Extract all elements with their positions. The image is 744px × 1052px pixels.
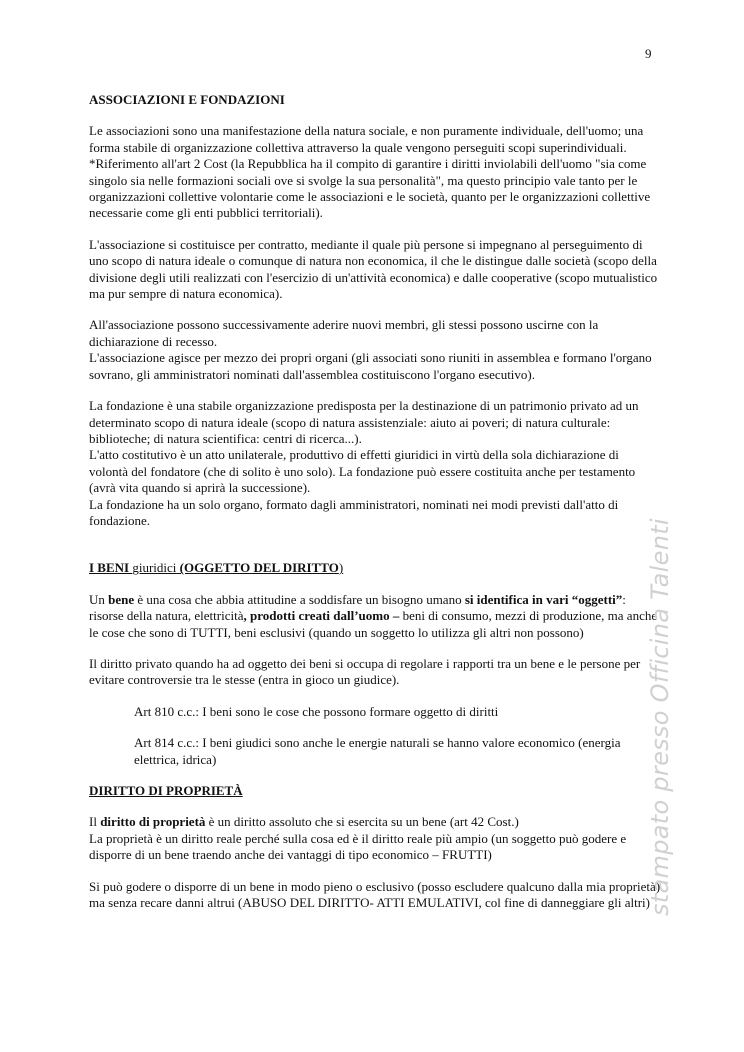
paragraph: L'associazione si costituisce per contratto, mediante il quale più persone si impegnano al perseguimento di uno scopo di natura ideale o comunque di natura non economica, il che le distingue dalle società (scopo della divisione degli utili realizzati con l'esercizio di un'attività economica) e dalle cooperative (scopo mutualistico ma pur sempre di natura economica). [89, 236, 658, 302]
article-810: Art 810 c.c.: I beni sono le cose che possono formare oggetto di diritti [134, 703, 499, 719]
title-part: (OGGETTO DEL DIRITTO [176, 560, 339, 576]
title-part: giuridici [132, 560, 177, 576]
section-title-associazioni: ASSOCIAZIONI E FONDAZIONI [89, 92, 285, 107]
text-run: Il [89, 814, 101, 830]
text-run: Un [89, 591, 109, 607]
paragraph: Si può godere o disporre di un bene in modo pieno o esclusivo (posso escludere qualcuno dalla mia proprietà) ma senza recare danni altrui (ABUSO DEL DIRITTO- ATTI EMULATIVI, col fine di danneggiare gli altri) [89, 878, 661, 911]
paragraph: Il diritto privato quando ha ad oggetto dei beni si occupa di regolare i rapporti tra un bene e le persone per evitare controversie tra le stesse (entra in gioco un giudice). [89, 655, 641, 688]
paragraph [89, 814, 661, 830]
printer-watermark: stampato presso Officina Talenti [646, 518, 674, 916]
paragraph: L'atto costitutivo è un atto unilaterale, produttivo di effetti giuridici in virtù della sola dichiarazione di volontà del fondatore (che di solito è uno solo). La fondazione può essere costituita anche per testamento (avrà vita quando si aprirà la successione). [89, 447, 636, 496]
paragraph: L'associazione agisce per mezzo dei propri organi (gli associati sono riuniti in assemblea e formano l'organo sovrano, gli amministratori nominati dall'assemblea costituiscono l'organo esecutivo). [89, 350, 652, 382]
paragraph: La fondazione è una stabile organizzazione predisposta per la destinazione di un patrimonio privato ad un determinato scopo di natura ideale (scopo di natura assistenziale: aiuto ai poveri; di natura culturale: biblioteche; di natura scientifica: centri di ricerca...). [89, 398, 639, 446]
paragraph: La fondazione ha un solo organo, formato dagli amministratori, nominati nei modi previsti dall'atto di fondazione. [89, 496, 619, 528]
text-run: è una cosa che abbia attitudine a soddisfare un bisogno umano [134, 591, 465, 607]
title-part: ) [338, 560, 344, 576]
text-run: : risorse della natura, elettricità [89, 591, 626, 624]
document-body [89, 92, 661, 926]
paragraph: La proprietà è un diritto reale perché sulla cosa ed è il diritto reale più ampio (un soggetto può godere e disporre di un bene traendo anche dei vantaggi di tipo economico – FRUTTI) [89, 830, 627, 863]
bold-run: si identifica in vari “oggetti” [464, 591, 623, 607]
paragraph: Le associazioni sono una manifestazione della natura sociale, e non puramente individuale, dell'uomo; una forma stabile di organizzazione collettiva attraverso la quale vengono perseguiti scopi superindividuali. *Riferimento all'art 2 Cost (la Repubblica ha il compito di garantire i diritti inviolabili dell'uomo "sia come singolo sia nelle formazioni sociali ove si svolge la sua personalità", ma questo principio vale tanto per le organizzazioni collettive volontarie come le associazioni e le società, quanto per le organizzazioni collettive necessarie come gli enti pubblici territoriali). [89, 123, 651, 221]
paragraph: All'associazione possono successivamente aderire nuovi membri, gli stessi possono uscirne con la dichiarazione di recesso. [89, 317, 599, 349]
bold-run: , prodotti creati dall’uomo – [243, 608, 400, 624]
page-number: 9 [645, 46, 652, 61]
title-part: I BENI [89, 560, 133, 576]
text-run: beni di consumo, mezzi di produzione, ma anche le cose che sono di TUTTI, beni esclusivi (quando un soggetto lo utilizza gli altri non possono) [89, 608, 658, 640]
bold-run: diritto di proprietà [100, 814, 206, 830]
section-title-beni [89, 560, 661, 576]
bold-run: bene [108, 591, 135, 607]
article-814: Art 814 c.c.: I beni giudici sono anche le energie naturali se hanno valore economico (energia elettrica, idrica) [134, 735, 621, 767]
section-title-proprieta: DIRITTO DI PROPRIETÀ [89, 783, 243, 798]
text-run: è un diritto assoluto che si esercita su un bene (art 42 Cost.) [205, 814, 519, 830]
paragraph [89, 592, 661, 641]
